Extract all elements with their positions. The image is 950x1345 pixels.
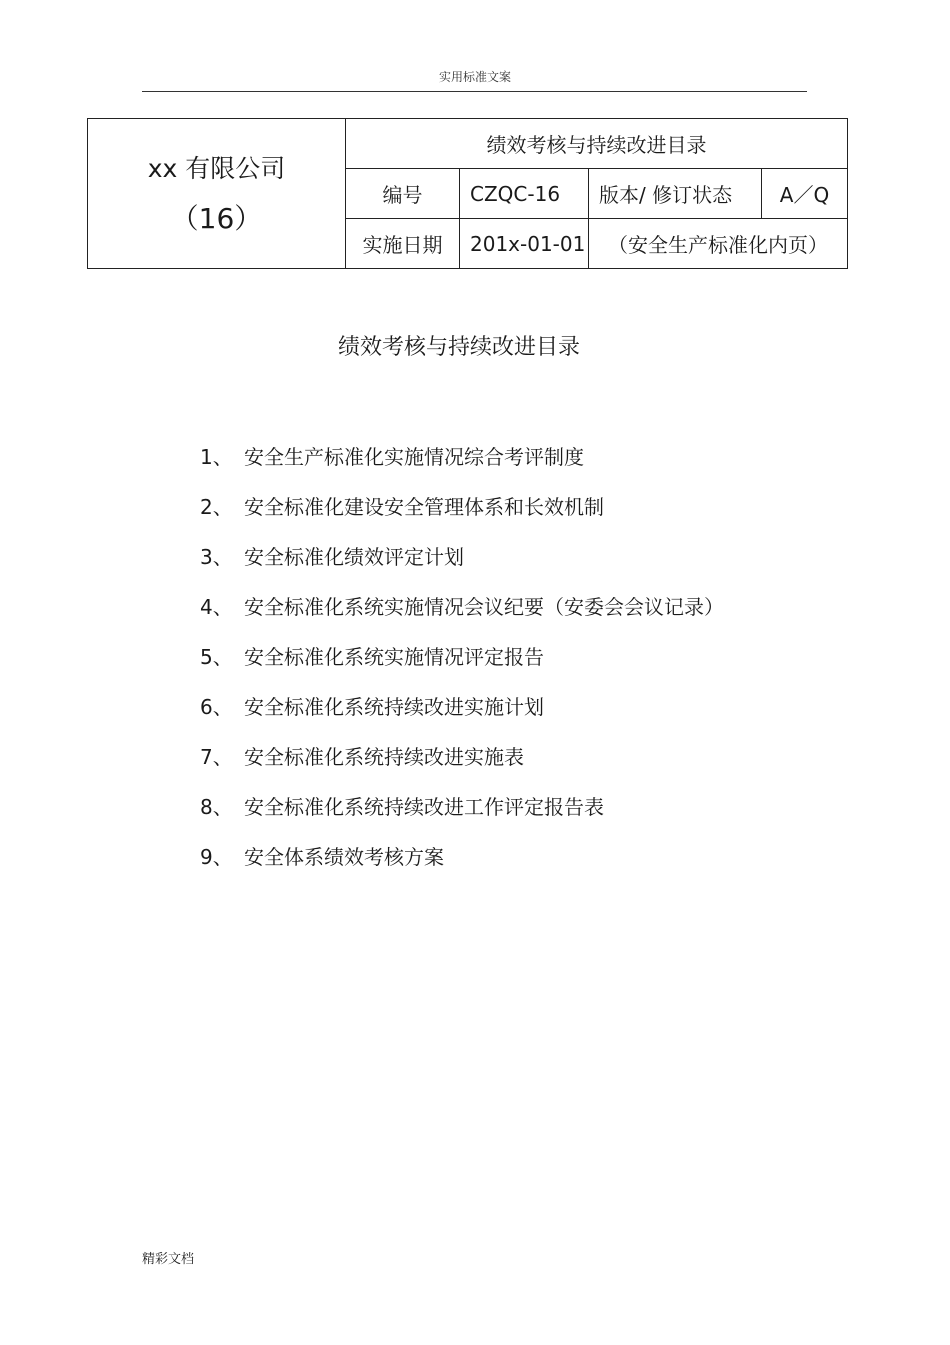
toc-item-text: 安全标准化系统持续改进工作评定报告表 xyxy=(244,794,604,819)
table-title: 绩效考核与持续改进目录 xyxy=(346,119,848,169)
table-of-contents xyxy=(200,430,724,880)
toc-item-text: 安全标准化系统持续改进实施表 xyxy=(244,744,524,769)
toc-item-text: 安全标准化绩效评定计划 xyxy=(244,544,464,569)
page-header-text: 实用标准文案 xyxy=(438,70,511,84)
toc-item xyxy=(200,630,724,680)
date-value: 201x-01-01 xyxy=(460,219,589,269)
toc-item xyxy=(200,530,724,580)
toc-item-text: 安全体系绩效考核方案 xyxy=(244,844,444,869)
toc-item-text: 安全标准化系统实施情况评定报告 xyxy=(244,644,544,669)
document-info-table xyxy=(87,118,848,269)
version-label: 版本/ 修订状态 xyxy=(589,169,762,219)
toc-item xyxy=(200,480,724,530)
toc-item-number: 8、 xyxy=(200,794,233,819)
toc-item xyxy=(200,830,724,880)
toc-item-number: 9、 xyxy=(200,844,233,869)
header-rule xyxy=(142,91,807,92)
company-cell xyxy=(88,119,346,269)
toc-item-number: 1、 xyxy=(200,444,233,469)
toc-item-number: 3、 xyxy=(200,544,233,569)
toc-item-number: 6、 xyxy=(200,694,233,719)
toc-item xyxy=(200,430,724,480)
toc-item-number: 5、 xyxy=(200,644,233,669)
code-label: 编号 xyxy=(346,169,460,219)
company-name: xx 有限公司 xyxy=(147,153,286,183)
toc-item-text: 安全标准化建设安全管理体系和长效机制 xyxy=(244,494,604,519)
date-label: 实施日期 xyxy=(346,219,460,269)
company-number: （16） xyxy=(170,201,263,235)
page-footer-text: 精彩文档 xyxy=(142,1252,195,1267)
toc-item-text: 安全标准化系统持续改进实施计划 xyxy=(244,694,544,719)
code-value: CZQC-16 xyxy=(460,169,589,219)
toc-item xyxy=(200,780,724,830)
toc-item-text: 安全生产标准化实施情况综合考评制度 xyxy=(244,444,584,469)
document-note: （安全生产标准化内页） xyxy=(589,219,848,269)
toc-item-number: 2、 xyxy=(200,494,233,519)
toc-item xyxy=(200,680,724,730)
document-title: 绩效考核与持续改进目录 xyxy=(337,335,580,360)
toc-item-text: 安全标准化系统实施情况会议纪要（安委会会议记录） xyxy=(244,594,724,619)
toc-item xyxy=(200,580,724,630)
version-value: A／Q xyxy=(762,169,848,219)
toc-item-number: 7、 xyxy=(200,744,233,769)
toc-item xyxy=(200,730,724,780)
toc-item-number: 4、 xyxy=(200,594,233,619)
